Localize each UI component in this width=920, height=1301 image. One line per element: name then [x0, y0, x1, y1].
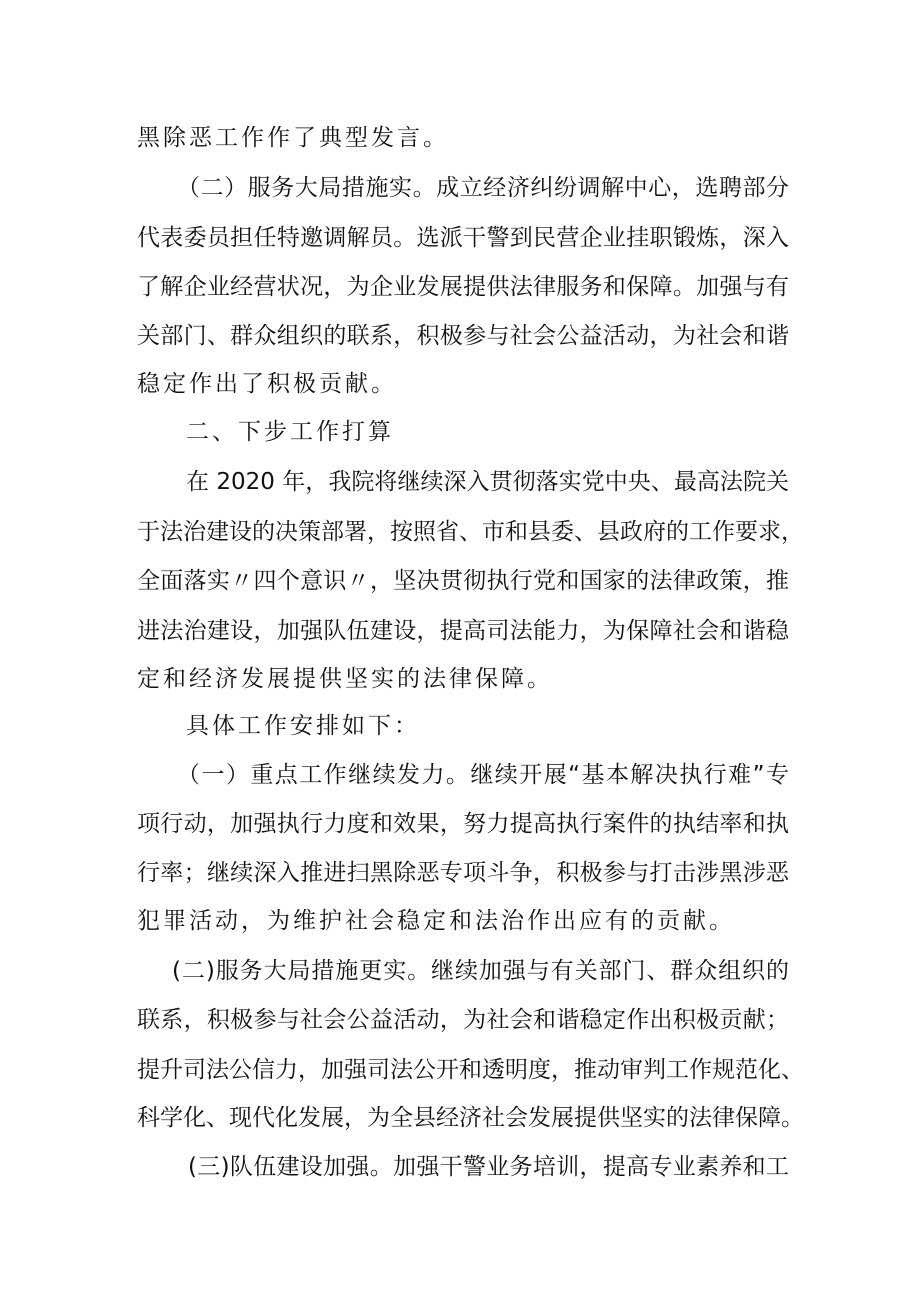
paragraph-line: 具体工作安排如下：	[186, 713, 420, 739]
paragraph-line: 了解企业经营状况，为企业发展提供法律服务和保障。加强与有	[137, 274, 789, 300]
paragraph-line: 科学化、现代化发展，为全县经济社会发展提供坚实的法律保障。	[137, 1105, 804, 1131]
paragraph-line: 定和经济发展提供坚实的法律保障。	[137, 666, 553, 692]
paragraph-line: 在 2020 年，我院将继续深入贯彻落实党中央、最高法院关	[186, 469, 789, 495]
paragraph-line: (三)队伍建设加强。加强干警业务培训，提高专业素养和工	[188, 1154, 789, 1180]
paragraph-line: 代表委员担任特邀调解员。选派干警到民营企业挂职锻炼，深入	[137, 225, 789, 251]
paragraph-line: 稳定作出了积极贡献。	[137, 371, 397, 397]
paragraph-line: 黑除恶工作作了典型发言。	[137, 125, 449, 151]
section-heading: 二、下步工作打算	[186, 419, 394, 445]
paragraph-line: 全面落实〃四个意识〃，坚决贯彻执行党和国家的法律政策，推	[137, 568, 789, 594]
paragraph-line: (二)服务大局措施更实。继续加强与有关部门、群众组织的	[172, 958, 789, 984]
paragraph-line: （一）重点工作继续发力。继续开展“基本解决执行难”专	[177, 762, 789, 788]
paragraph-line: （二）服务大局措施实。成立经济纠纷调解中心，选聘部分	[177, 175, 789, 201]
paragraph-line: 提升司法公信力，加强司法公开和透明度，推动审判工作规范化、	[137, 1057, 804, 1083]
paragraph-line: 犯罪活动，为维护社会稳定和法治作出应有的贡献。	[137, 908, 735, 934]
paragraph-line: 进法治建设，加强队伍建设，提高司法能力，为保障社会和谐稳	[137, 618, 789, 644]
paragraph-line: 关部门、群众组织的联系，积极参与社会公益活动，为社会和谐	[137, 323, 789, 349]
paragraph-line: 于法治建设的决策部署，按照省、市和县委、县政府的工作要求，	[137, 519, 804, 545]
paragraph-line: 联系，积极参与社会公益活动，为社会和谐稳定作出积极贡献；	[137, 1007, 789, 1033]
paragraph-line: 行率；继续深入推进扫黑除恶专项斗争，积极参与打击涉黑涉恶	[137, 860, 789, 886]
paragraph-line: 项行动，加强执行力度和效果，努力提高执行案件的执结率和执	[137, 811, 789, 837]
